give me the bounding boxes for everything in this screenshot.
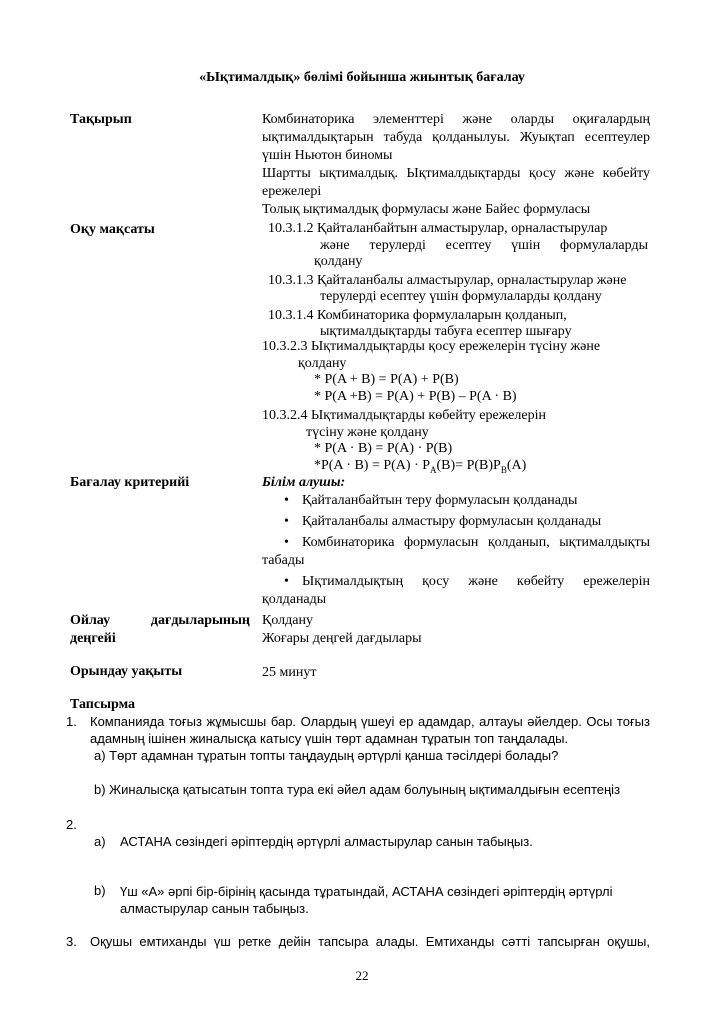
q2-a-marker: a) [94,834,106,849]
criteria-item: • Комбинаторика формуласын қолданып, ықтималдықты табады [262,535,650,568]
topic-line-2: Шартты ықтималдық. Ықтималдықтарды қосу және көбейту ережелері [262,166,650,199]
formula-add-1: * P(A + B) = P(A) + P(B) [314,372,459,387]
objectives-value-2: 10.3.2.3 Ықтималдықтарды қосу ережелерін түсіну және қолдану * P(A + B) = P(A) + P(B) * P(A +B) = P(A) + P(B) – P(A · B) 10.3.2.4 Ықтималдықтарды көбейту ережелерін түсіну және қолдану * P(A · B) = P(A) · P(B) $*P(A \cdot B) = P(A) \cdot P_A(B)= P(B)P_B(A)$ [262,339,650,478]
objective-10-3-1-3: 10.3.1.3 Қайталанбалы алмастырулар, орналастырулар және [268,272,627,288]
q2-a: АСТАНА сөзіндегі әріптердің әртүрлі алмастырулар санын табыңыз. [120,834,533,849]
objectives-value: 10.3.1.2 Қайталанбайтын алмастырулар, орналастырулар және терулерді есептеу үшін формулаларды қолдану 10.3.1.3 Қайталанбалы алмастырулар, орналастырулар және терулерді есептеу үшін формулаларды қолдану 10.3.1.4 Комбинаторика формулаларын қолданып, ықтималдықтарды табуға есептер шығару [268,221,648,339]
q2-b-marker: b) [94,883,106,898]
q1-a: a) Төрт адамнан тұратын топты таңдаудың әртүрлі қанша тәсілдері болады? [94,748,559,763]
q1-text: Компанияда тоғыз жұмысшы бар. Олардың үшеуі ер адамдар, алтауы әйелдер. Осы тоғыз адамның ішінен жиналысқа катысу үшін төрт адамнан тұратын топ таңдалады. [90,714,650,746]
objectives-label: Оқу мақсаты [70,222,155,237]
criteria-item: • Қайталанбайтын теру формуласын қолданады [284,493,578,508]
q1-b: b) Жиналысқа қатысатын топта тура екі әйел адам болуының ықтималдығын есептеңіз [94,782,621,797]
task-label: Тапсырма [70,697,136,712]
formula-mult-1: * P(A · B) = P(A) · P(B) [314,441,453,456]
topic-line-1: Комбинаторика элементтері және оларды оқиғалардың ықтималдықтарын табуда қолданылуы. Жуықтап есептеулер үшін Ньютон биномы [262,112,650,163]
criteria-item: • Ықтималдықтың қосу және көбейту ережелерін қолданады [262,574,650,607]
thinking-label: Ойлау дағдыларының деңгейі [70,613,250,646]
q1-number: 1. [66,714,77,729]
q3-number: 3. [66,934,77,949]
q2-number: 2. [66,817,77,832]
thinking-value: Қолдану Жоғары деңгей дағдылары [262,613,422,646]
topic-line-3: Толық ықтималдық формуласы және Байес формуласы [262,202,591,217]
time-value: 25 минут [262,665,317,680]
criteria-item: • Қайталанбалы алмастыру формуласын қолданады [284,514,602,529]
objective-10-3-1-4: 10.3.1.4 Комбинаторика формулаларын қолданып, [268,307,567,323]
objective-10-3-2-4: 10.3.2.4 Ықтималдықтарды көбейту ережелерін [262,408,546,423]
q2-b: Үш «А» әрпі бір-бірінің қасында тұратындай, АСТАНА сөзіндегі әріптердің әртүрлі алмастырулар санын табыңыз. [120,884,613,916]
topic-value [262,111,650,219]
criteria-head: Білім алушы: [262,475,346,490]
topic-label: Тақырып [70,112,132,127]
page-title: «Ықтималдық» бөлімі бойынша жиынтық бағалау [199,70,525,85]
objective-10-3-1-2: 10.3.1.2 Қайталанбайтын алмастырулар, орналастырулар [268,221,608,236]
objective-10-3-2-3: 10.3.2.3 Ықтималдықтарды қосу ережелерін түсіну және [262,339,601,354]
page-number: 22 [355,968,369,983]
formula-add-2: * P(A +B) = P(A) + P(B) – P(A · B) [314,388,517,404]
q3-text: Оқушы емтиханды үш ретке дейін тапсыра алады. Емтиханды сәтті тапсырған оқушы, [90,934,650,949]
criteria-list [262,492,650,609]
time-label: Орындау уақыты [70,664,183,679]
criteria-label: Бағалау критерийі [70,475,190,490]
criteria-value [262,474,650,612]
formula-mult-2: $*P(A \cdot B) = P(A) \cdot P_A(B)= P(B)P_B(A)$ [314,457,527,475]
